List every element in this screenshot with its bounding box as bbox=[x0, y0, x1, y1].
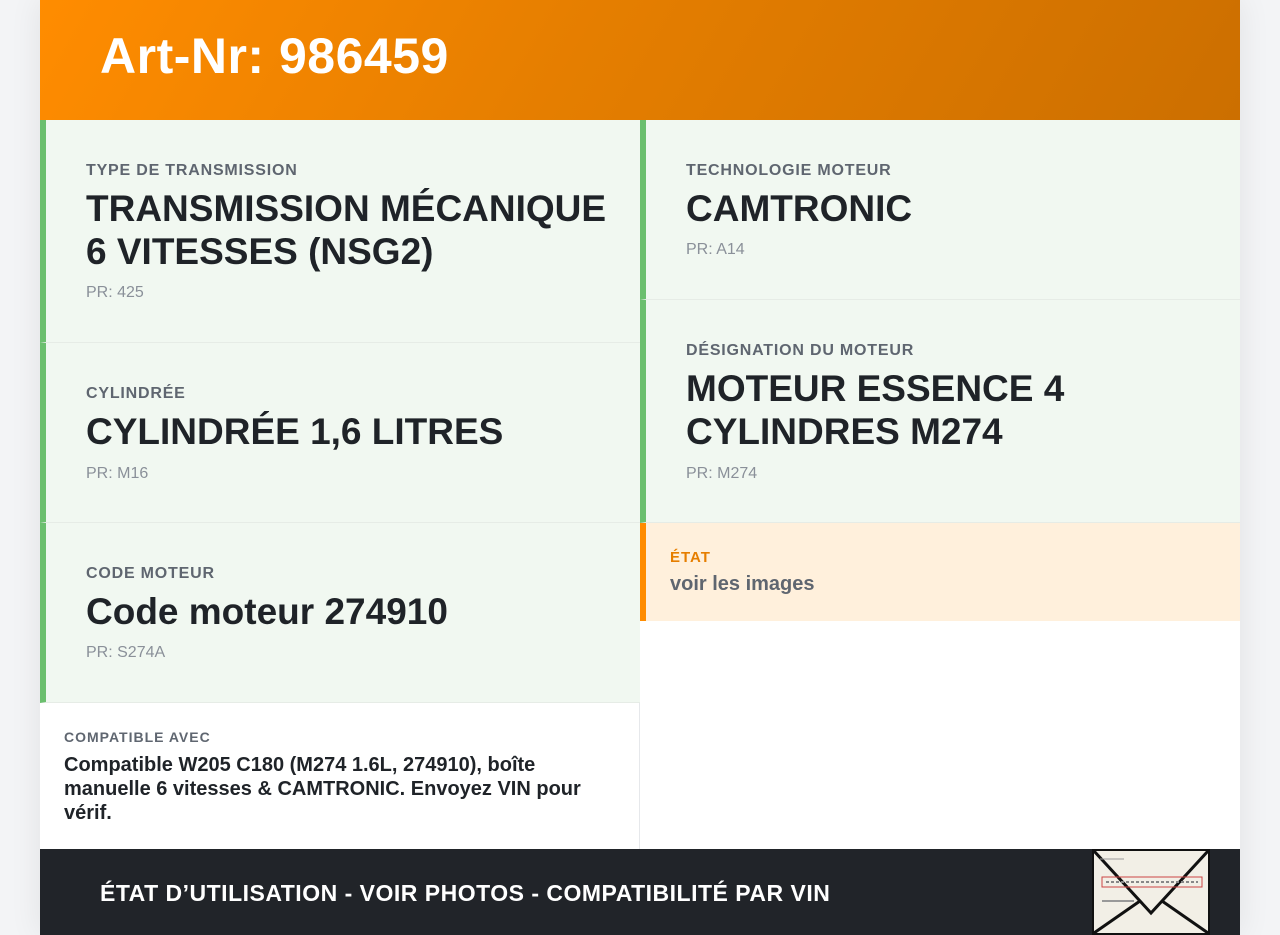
spec-tile-engine-code bbox=[40, 523, 640, 703]
spec-value: Code moteur 274910 bbox=[86, 591, 448, 632]
compatibility-label: COMPATIBLE AVEC bbox=[64, 729, 211, 745]
condition-value: voir les images bbox=[670, 573, 815, 595]
spec-pr-code: PR: 425 bbox=[86, 284, 144, 301]
product-card bbox=[40, 0, 1240, 935]
compatibility-text: Compatible W205 C180 (M274 1.6L, 274910), boîte manuelle 6 vitesses & CAMTRONIC. Envoyez VIN pour vérif. bbox=[64, 754, 581, 824]
envelope-photo-icon-graphic bbox=[1094, 851, 1208, 933]
spec-label: CYLINDRÉE bbox=[86, 385, 186, 402]
condition-box bbox=[640, 523, 1240, 621]
envelope-photo-icon[interactable] bbox=[1092, 849, 1210, 935]
spec-value: MOTEUR ESSENCE 4 CYLINDRES M274 bbox=[686, 368, 1065, 452]
spec-pr-code: PR: M16 bbox=[86, 465, 149, 482]
condition-label: ÉTAT bbox=[670, 549, 711, 566]
spec-tile-transmission bbox=[40, 120, 640, 343]
spec-pr-code: PR: S274A bbox=[86, 644, 166, 661]
spec-pr-code: PR: M274 bbox=[686, 465, 758, 482]
spec-label: DÉSIGNATION DU MOTEUR bbox=[686, 342, 915, 359]
compatibility-box bbox=[40, 703, 640, 849]
spec-label: TYPE DE TRANSMISSION bbox=[86, 162, 298, 179]
spec-tile-displacement bbox=[40, 343, 640, 523]
spec-tile-engine-designation bbox=[640, 300, 1240, 523]
spec-pr-code: PR: A14 bbox=[686, 241, 745, 258]
spec-label: TECHNOLOGIE MOTEUR bbox=[686, 162, 892, 179]
article-number-title: Art-Nr: 986459 bbox=[100, 28, 449, 84]
header-banner bbox=[40, 0, 1240, 120]
spec-value: TRANSMISSION MÉCANIQUE 6 VITESSES (NSG2) bbox=[86, 188, 607, 272]
spec-tile-engine-tech bbox=[640, 120, 1240, 300]
footer-bar bbox=[40, 849, 1240, 935]
footer-text: ÉTAT D’UTILISATION - VOIR PHOTOS - COMPATIBILITÉ PAR VIN bbox=[100, 880, 831, 906]
spec-value: CAMTRONIC bbox=[686, 188, 913, 229]
spec-value: CYLINDRÉE 1,6 LITRES bbox=[86, 411, 504, 452]
spec-label: CODE MOTEUR bbox=[86, 565, 215, 582]
